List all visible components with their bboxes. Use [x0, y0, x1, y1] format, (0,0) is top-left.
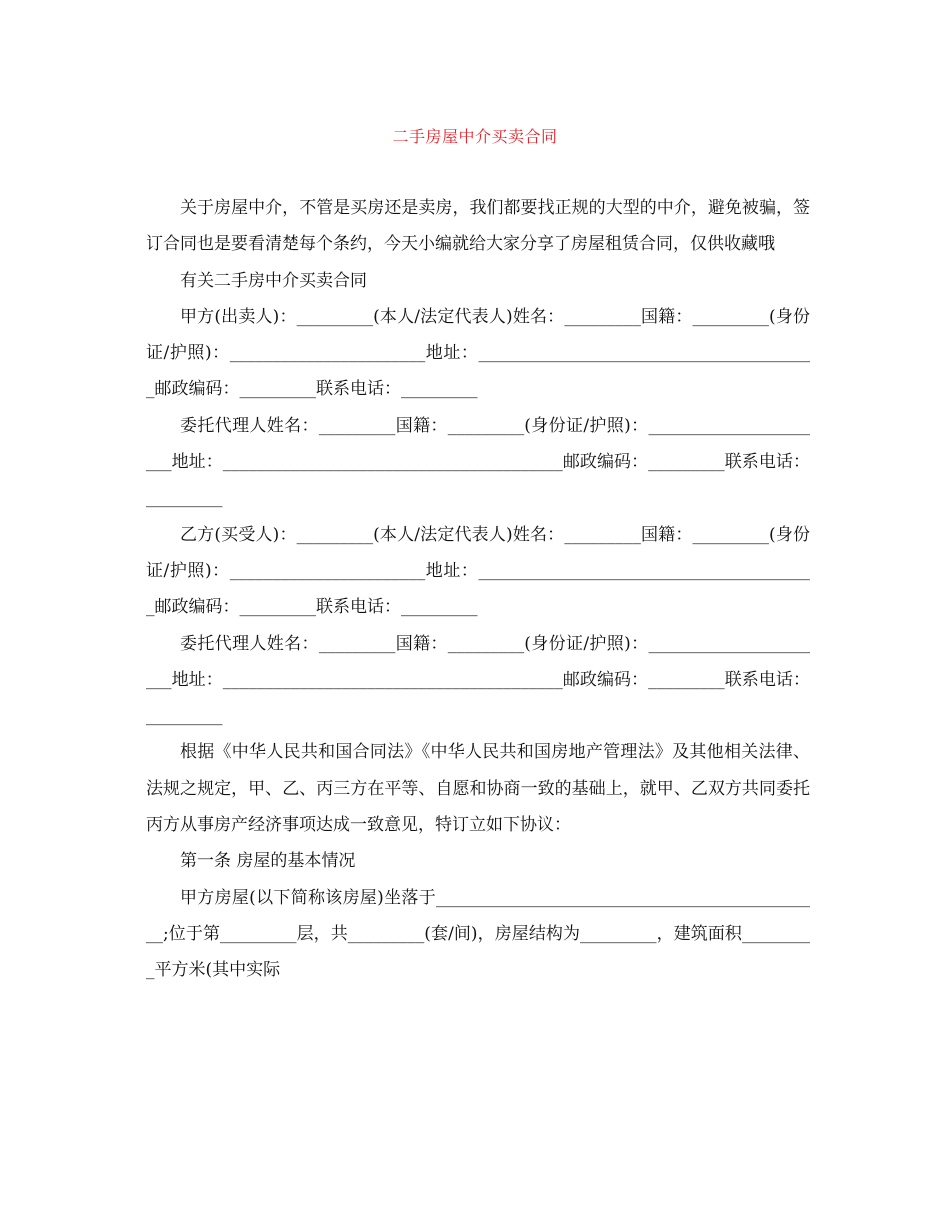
party-a-info: 甲方(出卖人)：_________(本人/法定代表人)姓名：_________国籍：_________(身份证/护照)：_______________________地址：________________________________________邮政编码：_________联系电话：_________ [146, 306, 810, 400]
legal-basis-paragraph: 根据《中华人民共和国合同法》《中华人民共和国房地产管理法》及其他相关法律、法规之规定，甲、乙、丙三方在平等、自愿和协商一致的基础上，就甲、乙双方共同委托丙方从事房产经济事项达成一致意见，特订立如下协议： [146, 742, 810, 836]
party-b-info: 乙方(买受人)：_________(本人/法定代表人)姓名：_________国籍：_________(身份证/护照)：_______________________地址：________________________________________邮政编码：_________联系电话：_________ [146, 524, 810, 618]
document-body [146, 190, 810, 989]
property-location-paragraph: 甲方房屋(以下简称该房屋)坐落于______________________________________________;位于第_________层，共_________(套/间)，房屋结构为_________，建筑面积_________平方米(其中实际 [146, 887, 810, 981]
party-a-agent-info: 委托代理人姓名：_________国籍：_________(身份证/护照)：______________________地址：________________________________________邮政编码：_________联系电话：_________ [146, 415, 810, 509]
contract-heading: 有关二手房中介买卖合同 [180, 270, 367, 291]
document-title: 二手房屋中介买卖合同 [392, 127, 558, 146]
article-one-heading: 第一条 房屋的基本情况 [180, 851, 356, 872]
party-b-agent-info: 委托代理人姓名：_________国籍：_________(身份证/护照)：______________________地址：________________________________________邮政编码：_________联系电话：_________ [146, 633, 810, 727]
intro-paragraph: 关于房屋中介，不管是买房还是卖房，我们都要找正规的大型的中介，避免被骗，签订合同也是要看清楚每个条约，今天小编就给大家分享了房屋租赁合同，仅供收藏哦 [146, 198, 810, 255]
